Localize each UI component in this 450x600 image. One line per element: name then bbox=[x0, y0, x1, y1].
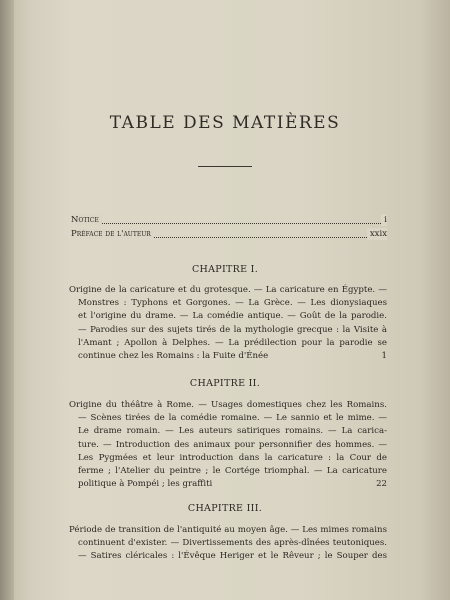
summary-line: — Parodies sur des sujets tirés de la mythologie grecque : la Visite à bbox=[78, 324, 387, 335]
title-divider bbox=[198, 166, 252, 167]
summary-line: Origine de la caricature et du grotesque. — La caricature en Égypte. — bbox=[69, 285, 387, 295]
summary-line: continuent d'exister. — Divertissements des après-dînées teutoniques. bbox=[78, 538, 387, 549]
summary-line: Le drame romain. — Les auteurs satiriques romains. — La carica- bbox=[78, 426, 387, 437]
summary-line: et l'origine du drame. — La comédie antique. — Goût de la parodie. bbox=[78, 311, 387, 322]
chapter-heading-2: CHAPITRE II. bbox=[189, 378, 261, 389]
chapter-page-number: 1 bbox=[381, 350, 387, 361]
summary-line: Origine du théâtre à Rome. — Usages domestiques chez les Romains. bbox=[69, 400, 387, 410]
chapter-summary-3 bbox=[69, 524, 387, 564]
chapter-heading-1: CHAPITRE I. bbox=[191, 264, 259, 275]
toc-entry-page: i bbox=[381, 214, 387, 226]
summary-line: Période de transition de l'antiquité au moyen âge. — Les mimes romains bbox=[69, 525, 387, 535]
summary-line-text: politique à Pompéi ; les graffiti bbox=[78, 479, 213, 490]
chapter-heading-3: CHAPITRE III. bbox=[187, 503, 263, 514]
chapter-summary-2 bbox=[69, 399, 387, 491]
toc-entry-preface bbox=[71, 228, 387, 240]
summary-line: Monstres : Typhons et Gorgones. — La Grèce. — Les dionysiaques bbox=[78, 298, 387, 309]
chapter-summary-1 bbox=[69, 284, 387, 363]
toc-entry-label: Préface de l'auteur bbox=[71, 229, 154, 239]
summary-line: l'Amant ; Apollon à Delphes. — La prédilection pour la parodie se bbox=[78, 337, 387, 348]
toc-entry-page: xxix bbox=[367, 228, 387, 240]
summary-line: ferme ; l'Atelier du peintre ; le Cortége triomphal. — La caricature bbox=[78, 465, 387, 476]
summary-line: ture. — Introduction des animaux pour personnifier des hommes. — bbox=[78, 439, 387, 450]
summary-line: — Scènes tirées de la comédie romaine. — Le sannio et le mime. — bbox=[78, 413, 387, 424]
summary-line bbox=[69, 478, 387, 491]
dot-leader bbox=[71, 223, 387, 224]
summary-line bbox=[69, 350, 387, 363]
summary-line: — Satires cléricales : l'Évêque Heriger et le Rêveur ; le Souper des bbox=[78, 551, 387, 562]
page-title: TABLE DES MATIÈRES bbox=[109, 113, 341, 133]
toc-entry-notice bbox=[71, 214, 387, 226]
summary-line: Les Pygmées et leur introduction dans la caricature : la Cour de bbox=[78, 452, 387, 463]
chapter-page-number: 22 bbox=[376, 479, 387, 490]
toc-entry-label: Notice bbox=[71, 215, 102, 225]
summary-line-text: continue chez les Romains : la Fuite d'Énée bbox=[78, 350, 269, 361]
